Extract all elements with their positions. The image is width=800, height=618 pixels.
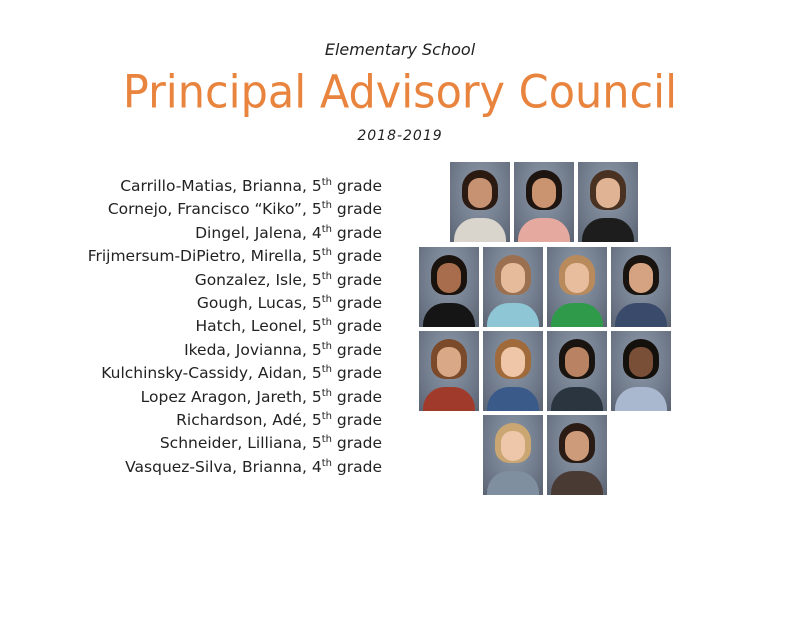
- member-grade-number: 5: [311, 200, 322, 219]
- member-grade-suffix: th: [321, 411, 332, 423]
- photo-face: [501, 263, 525, 293]
- photo-face: [565, 263, 589, 293]
- member-grade-number: 5: [311, 317, 322, 336]
- member-grade-word: grade: [336, 317, 382, 336]
- school-name: Elementary School: [324, 40, 476, 59]
- member-grade-suffix: th: [321, 340, 332, 352]
- member-grade-word: grade: [336, 340, 382, 359]
- photo-face: [629, 347, 653, 377]
- member-name: Lopez Aragon, Jareth,: [140, 387, 307, 406]
- member-row: [88, 432, 382, 455]
- member-grade-suffix: th: [321, 270, 332, 282]
- photo-face: [532, 178, 556, 208]
- student-photo: [483, 415, 543, 495]
- student-photo: [547, 247, 607, 327]
- student-photo: [611, 331, 671, 411]
- member-name: Ikeda, Jovianna,: [184, 340, 307, 359]
- member-grade-number: 5: [311, 434, 322, 453]
- photo-face: [437, 347, 461, 377]
- member-grade-suffix: th: [321, 434, 332, 446]
- member-row: [88, 222, 382, 245]
- member-row: [88, 339, 382, 362]
- member-row: [88, 198, 382, 221]
- member-name: Cornejo, Francisco “Kiko”,: [107, 200, 307, 219]
- photo-shirt: [487, 387, 539, 411]
- student-photo: [578, 162, 638, 242]
- student-photo: [547, 331, 607, 411]
- member-grade-word: grade: [336, 411, 382, 430]
- member-name: Carrillo-Matias, Brianna,: [120, 177, 307, 195]
- member-grade-word: grade: [336, 387, 382, 406]
- member-row: [88, 362, 382, 385]
- student-photo: [483, 247, 543, 327]
- photo-face: [629, 263, 653, 293]
- member-grade-suffix: th: [321, 457, 332, 469]
- member-name: Dingel, Jalena,: [195, 223, 307, 242]
- member-row: [88, 456, 382, 479]
- member-grade-word: grade: [336, 177, 382, 195]
- student-photo: [514, 162, 574, 242]
- member-grade-suffix: th: [321, 223, 332, 235]
- photo-shirt: [551, 471, 603, 495]
- student-photo: [483, 331, 543, 411]
- member-grade-word: grade: [336, 434, 382, 453]
- photo-shirt: [454, 218, 506, 242]
- member-grade-number: 4: [311, 457, 322, 476]
- photo-face: [501, 347, 525, 377]
- member-name: Vasquez-Silva, Brianna,: [125, 457, 307, 476]
- member-name: Gonzalez, Isle,: [194, 270, 307, 289]
- member-grade-suffix: th: [321, 294, 332, 306]
- member-grade-word: grade: [336, 247, 382, 266]
- photo-face: [565, 347, 589, 377]
- member-grade-word: grade: [336, 294, 382, 313]
- member-name: Hatch, Leonel,: [195, 317, 307, 336]
- member-grade-number: 5: [311, 177, 322, 195]
- member-name: Kulchinsky-Cassidy, Aidan,: [101, 364, 307, 383]
- photo-face: [565, 431, 589, 461]
- photo-shirt: [487, 471, 539, 495]
- member-grade-number: 5: [311, 411, 322, 430]
- member-grade-suffix: th: [321, 387, 332, 399]
- member-grade-number: 5: [311, 270, 322, 289]
- member-grade-word: grade: [336, 223, 382, 242]
- student-photo: [611, 247, 671, 327]
- photo-shirt: [615, 303, 667, 327]
- member-name: Richardson, Adé,: [176, 411, 307, 430]
- student-photo: [450, 162, 510, 242]
- member-grade-word: grade: [336, 270, 382, 289]
- member-grade-suffix: th: [321, 177, 332, 188]
- photo-face: [468, 178, 492, 208]
- member-row: [88, 386, 382, 409]
- member-name: Schneider, Lilliana,: [159, 434, 307, 453]
- photo-face: [501, 431, 525, 461]
- photo-shirt: [551, 387, 603, 411]
- member-grade-suffix: th: [321, 200, 332, 212]
- student-photo: [547, 415, 607, 495]
- photo-shirt: [518, 218, 570, 242]
- member-grade-suffix: th: [321, 364, 332, 376]
- member-row: [88, 269, 382, 292]
- member-row: [88, 292, 382, 315]
- photo-shirt: [551, 303, 603, 327]
- photo-face: [596, 178, 620, 208]
- photo-shirt: [423, 387, 475, 411]
- photo-face: [437, 263, 461, 293]
- student-photo: [419, 331, 479, 411]
- member-grade-number: 4: [311, 223, 322, 242]
- member-grade-number: 5: [311, 247, 322, 266]
- student-photo: [419, 247, 479, 327]
- school-year: 2018-2019: [357, 128, 443, 144]
- member-roster: [88, 175, 382, 479]
- member-grade-word: grade: [336, 200, 382, 219]
- council-title: Principal Advisory Council: [122, 66, 678, 120]
- member-grade-number: 5: [311, 364, 322, 383]
- member-grade-word: grade: [336, 457, 382, 476]
- member-row: [88, 315, 382, 338]
- member-row: [88, 409, 382, 432]
- member-grade-suffix: th: [321, 247, 332, 259]
- member-row: [88, 175, 382, 198]
- member-name: Gough, Lucas,: [196, 294, 307, 313]
- member-name: Frijmersum-DiPietro, Mirella,: [87, 247, 307, 266]
- member-grade-number: 5: [311, 294, 322, 313]
- member-grade-number: 5: [311, 387, 322, 406]
- photo-shirt: [487, 303, 539, 327]
- photo-shirt: [582, 218, 634, 242]
- member-grade-number: 5: [311, 340, 322, 359]
- member-grade-word: grade: [336, 364, 382, 383]
- photo-shirt: [615, 387, 667, 411]
- member-row: [88, 245, 382, 268]
- photo-shirt: [423, 303, 475, 327]
- member-grade-suffix: th: [321, 317, 332, 329]
